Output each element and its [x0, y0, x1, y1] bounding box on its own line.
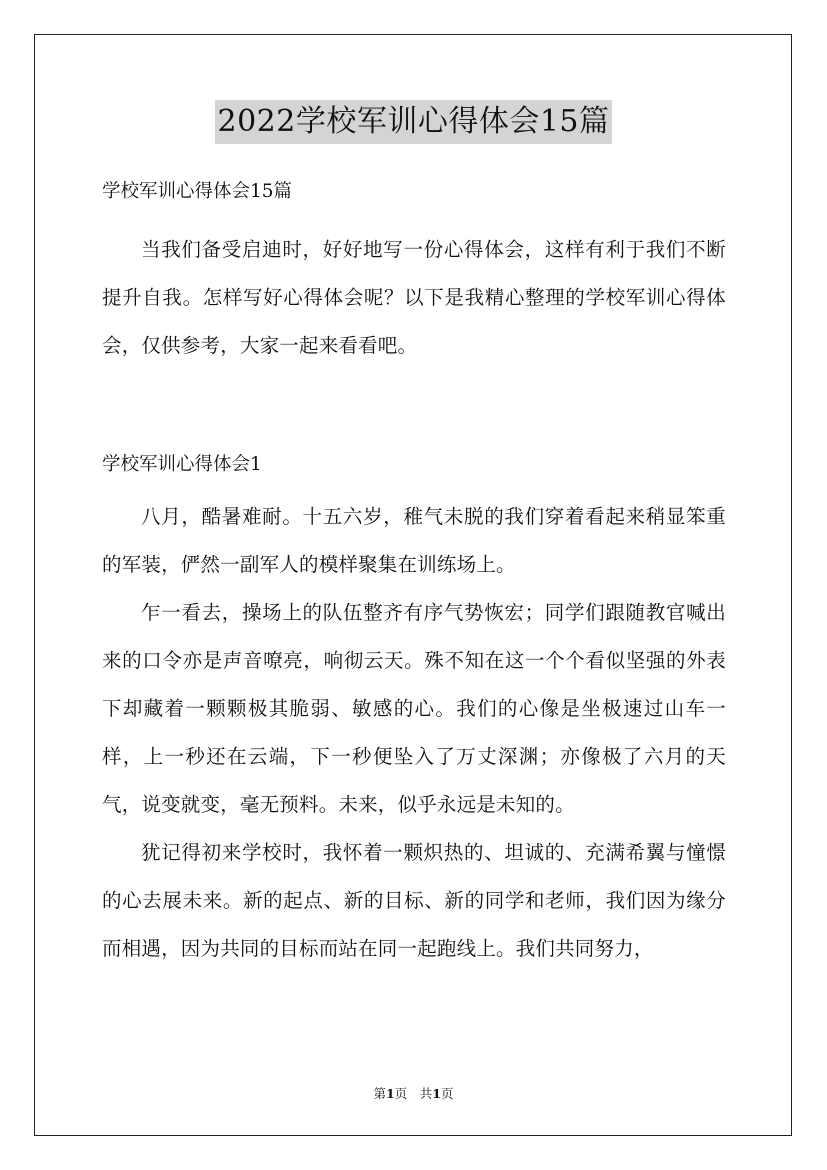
title-container — [0, 100, 827, 144]
body-paragraph: 犹记得初来学校时，我怀着一颗炽热的、坦诚的、充满希翼与憧憬的心去展未来。新的起点、新的目标、新的同学和老师，我们因为缘分而相遇，因为共同的目标而站在同一起跑线上。我们共同努力， — [102, 841, 726, 960]
document-body — [102, 174, 726, 973]
footer-page-number: 1 — [386, 1086, 395, 1101]
page-footer — [0, 1084, 827, 1102]
intro-paragraph: 当我们备受启迪时，好好地写一份心得体会，这样有利于我们不断提升自我。怎样写好心得体会呢？以下是我精心整理的学校军训心得体会，仅供参考，大家一起来看看吧。 — [102, 238, 726, 357]
document-subtitle: 学校军训心得体会15篇 — [102, 181, 293, 202]
footer-page-suffix: 页 — [440, 1086, 454, 1101]
footer-page-prefix: 第 — [373, 1086, 387, 1101]
body-paragraph: 乍一看去，操场上的队伍整齐有序气势恢宏；同学们跟随教官喊出来的口令亦是声音嘹亮，响彻云天。殊不知在这一个个看似坚强的外表下却藏着一颗颗极其脆弱、敏感的心。我们的心像是坐极速过山车一样，上一秒还在云端，下一秒便坠入了万丈深渊；亦像极了六月的天气，说变就变，毫无预料。未来，似乎永远是未知的。 — [102, 601, 726, 816]
section-heading: 学校军训心得体会1 — [102, 454, 262, 475]
body-paragraph: 八月，酷暑难耐。十五六岁，稚气未脱的我们穿着看起来稍显笨重的军装，俨然一副军人的模样聚集在训练场上。 — [102, 505, 726, 576]
document-title: 2022学校军训心得体会15篇 — [215, 100, 611, 144]
footer-page-total: 1 — [432, 1086, 441, 1101]
footer-page-mid: 页 共 — [394, 1086, 433, 1101]
